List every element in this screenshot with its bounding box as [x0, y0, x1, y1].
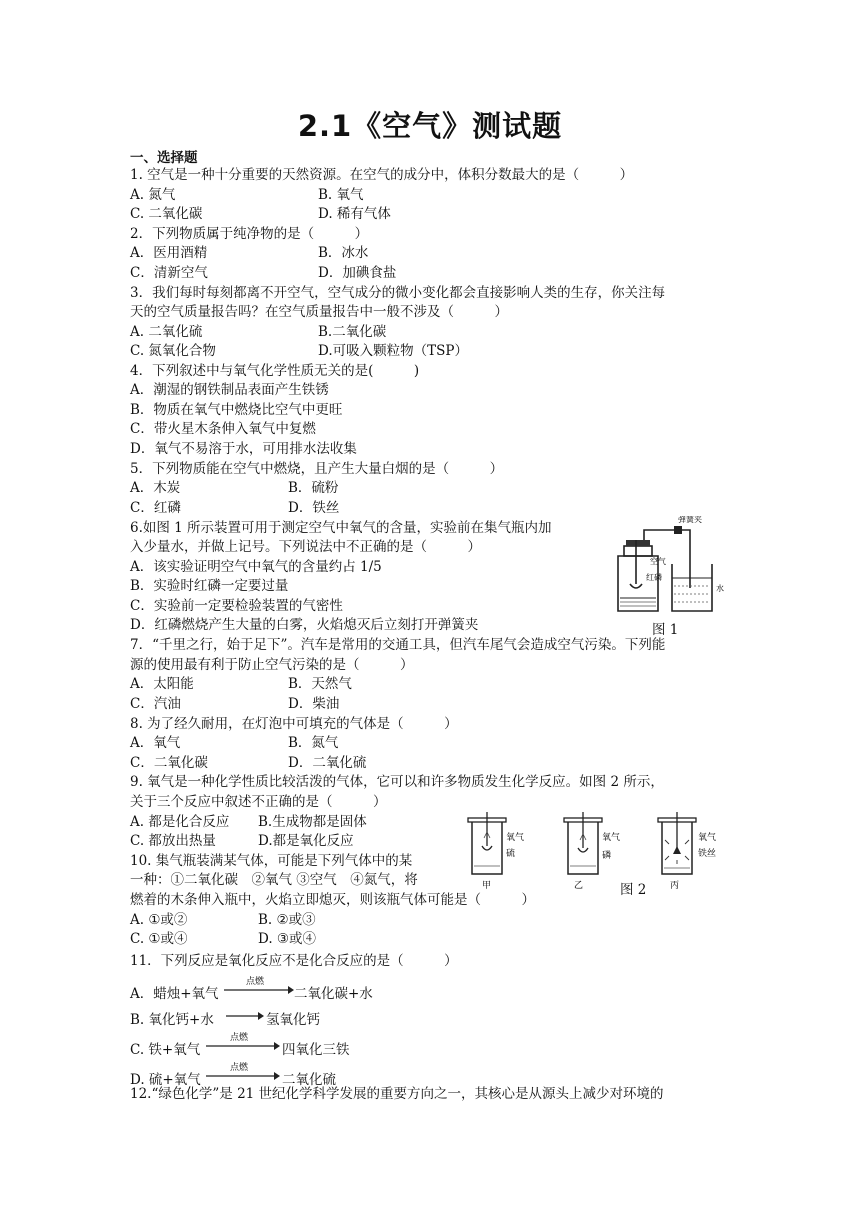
question-4: 4．下列叙述中与氧气化学性质无关的是( ) [130, 363, 420, 379]
jar-yi [564, 812, 620, 891]
option: A. ①或② [130, 912, 188, 928]
option: A．该实验证明空气中氧气的含量约占 1/5 [130, 559, 382, 575]
option: D.都是氧化反应 [258, 833, 354, 849]
question-6: 6.如图 1 所示装置可用于测定空气中氧气的含量，实验前在集气瓶内加 [130, 520, 552, 536]
option: A．潮湿的钢铁制品表面产生铁锈 [130, 382, 329, 398]
option: D．铁丝 [288, 500, 340, 516]
jar-jia [468, 812, 524, 891]
question-1: 1. 空气是一种十分重要的天然资源。在空气的成分中，体积分数最大的是（ ） [130, 167, 634, 183]
option: A．氧气 [130, 735, 181, 751]
option: A. 氮气 [130, 187, 176, 203]
fig1-label: 水 [716, 584, 724, 593]
arrow-icon [224, 976, 296, 998]
fig2-label: 铁丝 [698, 849, 717, 859]
option: B. ②或③ [258, 912, 316, 928]
question-10-cont: 燃着的木条伸入瓶中，火焰立即熄灭，则该瓶气体可能是（ ） [130, 892, 535, 908]
section-heading: 一、选择题 [130, 150, 198, 166]
question-5: 5．下列物质能在空气中燃烧，且产生大量白烟的是（ ） [130, 461, 504, 477]
eq-reactants: A．蜡烛+氧气 [130, 986, 219, 1002]
question-7-cont: 源的使用最有利于防止空气污染的是（ ） [130, 657, 414, 673]
eq-products: 二氧化硫 [282, 1072, 336, 1088]
question-3-cont: 天的空气质量报告吗？在空气质量报告中一般不涉及（ ） [130, 304, 508, 320]
option: D. ③或④ [258, 931, 317, 947]
question-9: 9. 氧气是一种化学性质比较活泼的气体，它可以和许多物质发生化学反应。如图 2 所示， [130, 774, 664, 790]
option: C．二氧化碳 [130, 755, 208, 771]
fig2-label: 丙 [670, 881, 680, 891]
question-10: 10. 集气瓶装满某气体，可能是下列气体中的某 [130, 853, 413, 869]
arrow-icon [206, 1062, 282, 1084]
option: B．冰水 [318, 245, 369, 261]
option: D．柴油 [288, 696, 340, 712]
option: A. 都是化合反应 [130, 814, 230, 830]
page-title: 2.1《空气》测试题 [297, 109, 563, 143]
option: B.生成物都是固体 [258, 814, 367, 830]
figure-2-jars [466, 810, 736, 892]
fig2-label: 氧气 [602, 833, 621, 843]
option: D. 稀有气体 [318, 206, 391, 222]
figure-1-apparatus [612, 516, 730, 616]
option: B．天然气 [288, 676, 352, 692]
question-10-cont: 一种：①二氧化碳 ②氧气 ③空气 ④氮气，将 [130, 872, 418, 888]
fig2-label: 氧气 [698, 833, 717, 843]
option: C. 氮氧化合物 [130, 343, 216, 359]
eq-condition: 点燃 [230, 1063, 249, 1073]
option: B. 氧气 [318, 187, 364, 203]
fig2-label: 氧气 [506, 833, 525, 843]
question-3: 3．我们每时每刻都离不开空气，空气成分的微小变化都会直接影响人类的生存，你关注每 [130, 285, 666, 301]
question-12: 12.“绿色化学”是 21 世纪化学科学发展的重要方向之一，其核心是从源头上减少对环境的 [130, 1086, 664, 1102]
option: B.二氧化碳 [318, 324, 387, 340]
question-9-cont: 关于三个反应中叙述不正确的是（ ） [130, 794, 387, 810]
option: D.可吸入颗粒物（TSP） [318, 343, 468, 359]
question-7: 7．“千里之行，始于足下”。汽车是常用的交通工具，但汽车尾气会造成空气污染。下列能 [130, 637, 666, 653]
option: A．太阳能 [130, 676, 194, 692]
option: D．二氧化硫 [288, 755, 367, 771]
fig2-label: 硫 [506, 849, 516, 859]
option: C．汽油 [130, 696, 181, 712]
figure-2-caption: 图 2 [620, 882, 647, 898]
option: C. ①或④ [130, 931, 188, 947]
option: B．实验时红磷一定要过量 [130, 578, 289, 594]
option: B．物质在氧气中燃烧比空气中更旺 [130, 402, 343, 418]
option: B．氮气 [288, 735, 339, 751]
eq-condition: 点燃 [230, 1033, 249, 1043]
eq-reactants: D. 硫+氧气 [130, 1072, 201, 1088]
option: D．加碘食盐 [318, 265, 397, 281]
option: B．硫粉 [288, 480, 339, 496]
option: C. 二氧化碳 [130, 206, 203, 222]
option: C．带火星木条伸入氧气中复燃 [130, 421, 316, 437]
option: D．氧气不易溶于水，可用排水法收集 [130, 441, 357, 457]
fig2-label: 磷 [602, 851, 612, 861]
question-2: 2．下列物质属于纯净物的是（ ） [130, 226, 369, 242]
eq-reactants: B. 氧化钙+水 [130, 1012, 214, 1028]
question-11: 11．下列反应是氧化反应不是化合反应的是（ ） [130, 953, 458, 969]
eq-products: 四氧化三铁 [282, 1042, 350, 1058]
fig1-label: 弹簧夹 [678, 516, 702, 524]
eq-reactants: C. 铁+氧气 [130, 1042, 201, 1058]
fig1-label: 空气 [650, 557, 666, 566]
question-8: 8. 为了经久耐用，在灯泡中可填充的气体是（ ） [130, 716, 458, 732]
question-6-cont: 入少量水，并做上记号。下列说法中不正确的是（ ） [130, 539, 481, 555]
fig1-label: 红磷 [646, 573, 662, 582]
arrow-icon [206, 1032, 282, 1054]
option: A．医用酒精 [130, 245, 208, 261]
arrow-icon [226, 1002, 266, 1024]
fig2-label: 甲 [482, 881, 492, 891]
figure-1-caption: 图 1 [652, 622, 679, 638]
option: C．清新空气 [130, 265, 208, 281]
fig2-label: 乙 [574, 881, 584, 891]
jar-bing [658, 812, 716, 891]
option: A．木炭 [130, 480, 181, 496]
option: A. 二氧化硫 [130, 324, 203, 340]
eq-products: 二氧化碳+水 [294, 986, 373, 1002]
option: C．实验前一定要检验装置的气密性 [130, 598, 343, 614]
eq-condition: 点燃 [246, 977, 265, 987]
option: C. 都放出热量 [130, 833, 216, 849]
eq-products: 氢氧化钙 [266, 1012, 320, 1028]
option: D．红磷燃烧产生大量的白雾，火焰熄灭后立刻打开弹簧夹 [130, 617, 479, 633]
option: C．红磷 [130, 500, 181, 516]
